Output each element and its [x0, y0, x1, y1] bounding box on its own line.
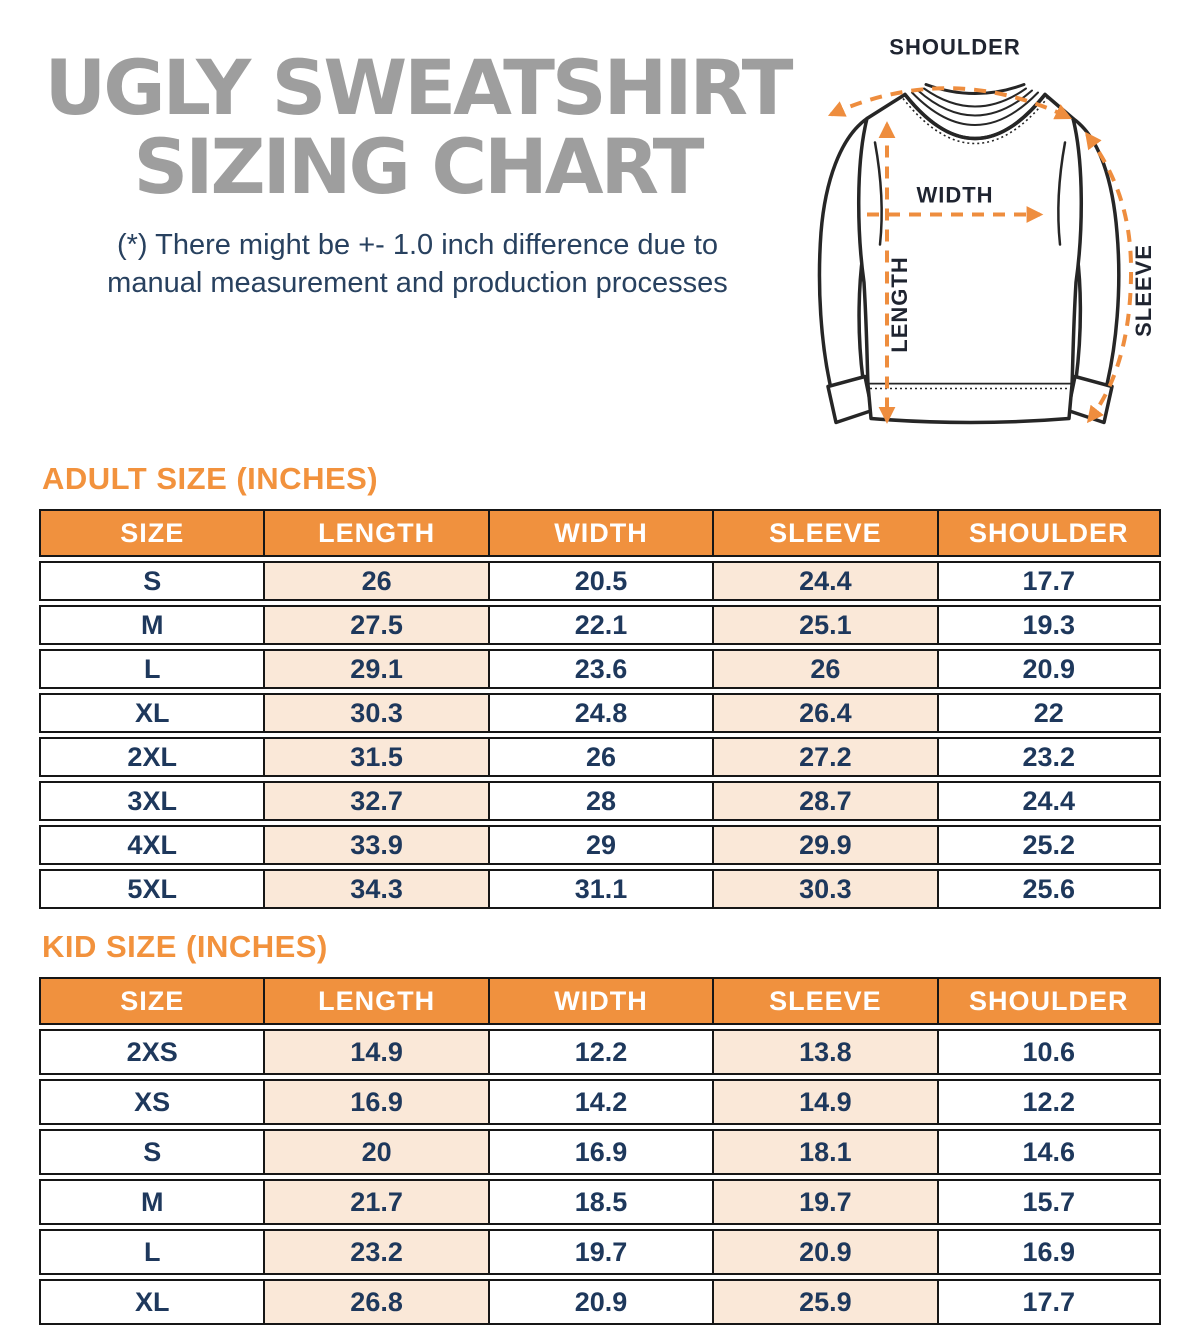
- table-cell: 25.1: [712, 605, 936, 645]
- page-title-line1: UGLY SWEATSHIRT: [44, 43, 791, 132]
- table-cell: 18.1: [712, 1129, 936, 1175]
- table-cell: XL: [39, 693, 263, 733]
- table-cell: 18.5: [488, 1179, 712, 1225]
- table-cell: 12.2: [488, 1029, 712, 1075]
- sweatshirt-diagram-svg: [795, 30, 1170, 455]
- table-cell: 25.6: [937, 869, 1161, 909]
- table-cell: 3XL: [39, 781, 263, 821]
- table-cell: 26: [712, 649, 936, 689]
- table-row: [39, 693, 1161, 733]
- column-header: LENGTH: [263, 509, 487, 557]
- table-cell: 27.5: [263, 605, 487, 645]
- table-cell: 16.9: [488, 1129, 712, 1175]
- table-row: [39, 1179, 1161, 1225]
- table-cell: 20.9: [712, 1229, 936, 1275]
- table-cell: 27.2: [712, 737, 936, 777]
- disclaimer-line1: (*) There might be +- 1.0 inch difference due to: [116, 229, 719, 262]
- table-cell: 33.9: [263, 825, 487, 865]
- table-cell: 25.2: [937, 825, 1161, 865]
- table-cell: 14.9: [263, 1029, 487, 1075]
- table-cell: 10.6: [937, 1029, 1161, 1075]
- right-cuff: [1068, 377, 1112, 423]
- table-cell: 26.4: [712, 693, 936, 733]
- table-cell: 26: [488, 737, 712, 777]
- table-row: [39, 737, 1161, 777]
- table-cell: 12.2: [937, 1079, 1161, 1125]
- column-header: WIDTH: [488, 977, 712, 1025]
- table-row: [39, 781, 1161, 821]
- length-label: LENGTH: [887, 256, 912, 353]
- table-cell: 20.5: [488, 561, 712, 601]
- table-cell: 32.7: [263, 781, 487, 821]
- table-cell: 20.9: [488, 1279, 712, 1325]
- shoulder-label: SHOULDER: [889, 34, 1021, 60]
- table-cell: 28: [488, 781, 712, 821]
- table-cell: 17.7: [937, 1279, 1161, 1325]
- table-cell: S: [39, 561, 263, 601]
- table-row: [39, 649, 1161, 689]
- table-cell: 20.9: [937, 649, 1161, 689]
- table-row: [39, 825, 1161, 865]
- sleeve-label: SLEEVE: [1131, 244, 1156, 337]
- table-cell: 28.7: [712, 781, 936, 821]
- table-row: [39, 869, 1161, 909]
- table-cell: L: [39, 1229, 263, 1275]
- column-header: SIZE: [39, 977, 263, 1025]
- table-cell: 13.8: [712, 1029, 936, 1075]
- hem-band: [868, 385, 1072, 423]
- table-cell: 2XL: [39, 737, 263, 777]
- table-cell: XL: [39, 1279, 263, 1325]
- title-block: [0, 43, 795, 303]
- table-cell: L: [39, 649, 263, 689]
- width-label: WIDTH: [916, 182, 994, 208]
- table-cell: 26.8: [263, 1279, 487, 1325]
- table-cell: 15.7: [937, 1179, 1161, 1225]
- table-cell: 23.6: [488, 649, 712, 689]
- table-row: [39, 1129, 1161, 1175]
- column-header: WIDTH: [488, 509, 712, 557]
- table-cell: 5XL: [39, 869, 263, 909]
- table-cell: 24.4: [937, 781, 1161, 821]
- table-cell: 22: [937, 693, 1161, 733]
- table-cell: 24.8: [488, 693, 712, 733]
- table-cell: 19.7: [488, 1229, 712, 1275]
- table-cell: 14.9: [712, 1079, 936, 1125]
- table-cell: 30.3: [263, 693, 487, 733]
- table-cell: 29.9: [712, 825, 936, 865]
- table-row: [39, 1279, 1161, 1325]
- table-cell: 19.3: [937, 605, 1161, 645]
- kid-size-table: [39, 973, 1161, 1329]
- table-cell: 2XS: [39, 1029, 263, 1075]
- table-cell: 34.3: [263, 869, 487, 909]
- table-cell: 26: [263, 561, 487, 601]
- column-header: SLEEVE: [712, 509, 936, 557]
- table-cell: 29: [488, 825, 712, 865]
- table-cell: 16.9: [263, 1079, 487, 1125]
- table-row: [39, 561, 1161, 601]
- sweatshirt-measurement-diagram: [795, 30, 1170, 455]
- table-cell: 21.7: [263, 1179, 487, 1225]
- adult-size-table: [39, 505, 1161, 913]
- table-cell: 19.7: [712, 1179, 936, 1225]
- table-cell: 25.9: [712, 1279, 936, 1325]
- column-header: LENGTH: [263, 977, 487, 1025]
- column-header: SHOULDER: [937, 509, 1161, 557]
- table-header-row: [39, 977, 1161, 1025]
- disclaimer-text: [40, 226, 795, 303]
- disclaimer-line2: manual measurement and production processes: [107, 267, 728, 300]
- table-cell: S: [39, 1129, 263, 1175]
- table-row: [39, 605, 1161, 645]
- table-cell: 22.1: [488, 605, 712, 645]
- table-cell: 23.2: [263, 1229, 487, 1275]
- table-cell: 29.1: [263, 649, 487, 689]
- adult-section-title: ADULT SIZE (INCHES): [42, 461, 379, 496]
- table-cell: 17.7: [937, 561, 1161, 601]
- column-header: SLEEVE: [712, 977, 936, 1025]
- kid-section-title: KID SIZE (INCHES): [42, 929, 328, 964]
- table-cell: 31.1: [488, 869, 712, 909]
- table-row: [39, 1079, 1161, 1125]
- left-cuff: [828, 377, 872, 423]
- table-cell: 4XL: [39, 825, 263, 865]
- column-header: SHOULDER: [937, 977, 1161, 1025]
- page-title-line2: SIZING CHART: [133, 122, 702, 212]
- column-header: SIZE: [39, 509, 263, 557]
- table-cell: 20: [263, 1129, 487, 1175]
- table-cell: M: [39, 605, 263, 645]
- table-cell: M: [39, 1179, 263, 1225]
- table-cell: 14.2: [488, 1079, 712, 1125]
- table-row: [39, 1029, 1161, 1075]
- header-area: [0, 0, 1200, 455]
- table-cell: 31.5: [263, 737, 487, 777]
- table-cell: 23.2: [937, 737, 1161, 777]
- table-cell: 14.6: [937, 1129, 1161, 1175]
- table-row: [39, 1229, 1161, 1275]
- table-cell: 16.9: [937, 1229, 1161, 1275]
- table-cell: XS: [39, 1079, 263, 1125]
- table-cell: 24.4: [712, 561, 936, 601]
- table-cell: 30.3: [712, 869, 936, 909]
- table-header-row: [39, 509, 1161, 557]
